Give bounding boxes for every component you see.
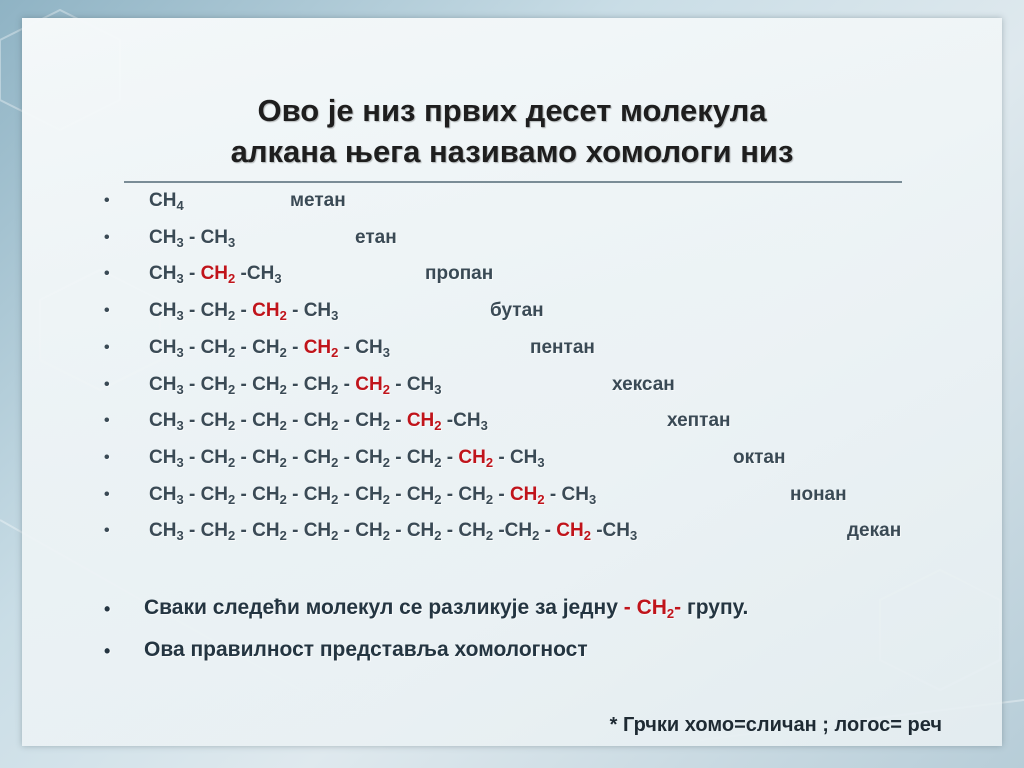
formula-subscript: 2 — [331, 454, 339, 470]
formula-subscript: 2 — [382, 381, 390, 397]
formula-subscript: 3 — [331, 308, 339, 324]
highlighted-ch2-group: $CH_2$ — [556, 520, 591, 544]
formula-segment: $CH_3$ — [149, 373, 184, 397]
formula-subscript: 3 — [630, 528, 638, 544]
bullet: • — [104, 265, 110, 283]
formula-segment: $CH_3$ — [149, 336, 184, 360]
formula-segment: - $CH_2$ — [235, 520, 287, 544]
bullet: • — [104, 192, 110, 209]
formula-segment: - $CH_2$ — [338, 446, 390, 470]
alkane-formula — [149, 410, 488, 432]
bullet: • — [104, 641, 111, 661]
formula-segment: - $CH_3$ — [286, 300, 339, 324]
formula-segment: $CH_3$ — [149, 226, 184, 250]
alkane-name: етан — [355, 226, 397, 248]
formula-segment: - — [389, 410, 407, 432]
highlighted-ch2-group: $CH_2$ — [406, 410, 442, 434]
formula-subscript: 2 — [228, 271, 236, 287]
alkane-formula — [149, 484, 596, 506]
bullet: • — [104, 522, 110, 540]
point-difference-tail: групу. — [681, 596, 749, 619]
highlighted-ch2-group: $CH_2$ — [509, 483, 545, 507]
formula-subscript: 3 — [176, 418, 184, 434]
formula-subscript: 2 — [434, 528, 442, 544]
formula-subscript: 2 — [279, 418, 287, 434]
formula-segment: - — [441, 446, 459, 468]
formula-subscript: 2 — [331, 418, 339, 434]
ch2-group-label — [624, 596, 681, 619]
formula-subscript: 2 — [382, 454, 390, 470]
formula-segment: - $CH_2$ — [286, 446, 339, 470]
formula-subscript: 3 — [480, 418, 488, 434]
ch2-group-subscript: 2 — [666, 606, 675, 621]
formula-subscript: 3 — [176, 381, 184, 397]
formula-segment: - — [493, 483, 510, 505]
alkane-formula — [149, 447, 545, 469]
title-line-1: Ово је низ првих десет молекула — [257, 93, 767, 128]
formula-subscript: 2 — [331, 344, 339, 360]
alkane-formula — [149, 520, 637, 542]
formula-segment: $CH_3$ — [149, 263, 184, 287]
formula-subscript: 3 — [382, 344, 390, 360]
bullet: • — [104, 338, 110, 356]
alkane-formula — [149, 337, 390, 359]
formula-segment: $CH_3$ — [149, 410, 184, 434]
formula-segment: - $CH_2$ — [235, 336, 287, 360]
highlighted-ch2-group: $CH_2$ — [303, 336, 339, 360]
formula-subscript: 2 — [331, 381, 339, 397]
formula-segment: $CH_4$ — [149, 190, 184, 213]
formula-segment: - $CH_3$ — [338, 336, 390, 360]
formula-subscript: 2 — [434, 491, 442, 507]
formula-segment: $-CH_3$ — [590, 520, 638, 544]
formula-subscript: 2 — [532, 528, 540, 544]
formula-segment: - — [539, 520, 557, 542]
formula-subscript: 4 — [176, 198, 184, 213]
formula-subscript: 3 — [176, 344, 184, 360]
formula-segment: - $CH_2$ — [286, 373, 339, 397]
formula-subscript: 3 — [176, 308, 184, 324]
formula-segment: - $CH_2$ — [286, 410, 339, 434]
formula-segment: - $CH_2$ — [389, 483, 442, 507]
formula-segment: - $CH_2$ — [286, 520, 339, 544]
formula-subscript: 2 — [228, 528, 236, 544]
formula-segment: - $CH_3$ — [389, 373, 442, 397]
formula-subscript: 3 — [274, 271, 282, 287]
formula-segment: $CH_3$ — [149, 520, 184, 544]
alkane-name: нонан — [790, 483, 847, 505]
formula-segment: - $CH_2$ — [183, 446, 236, 470]
formula-subscript: 3 — [176, 234, 184, 250]
formula-subscript: 2 — [279, 454, 287, 470]
bullet: • — [104, 412, 110, 430]
formula-subscript: 2 — [279, 528, 287, 544]
alkane-name: бутан — [490, 300, 544, 322]
formula-segment: - $CH_2$ — [441, 520, 494, 544]
formula-subscript: 2 — [228, 381, 236, 397]
bullet: • — [104, 375, 110, 393]
formula-segment: $CH_3$ — [149, 483, 184, 507]
formula-segment: - $CH_2$ — [183, 373, 236, 397]
formula-subscript: 2 — [583, 528, 591, 544]
formula-subscript: 2 — [434, 454, 442, 470]
point-difference-lead: Сваки следећи молекул се разликује за једну — [144, 596, 624, 619]
formula-segment: $-CH_3$ — [235, 263, 282, 287]
alkane-formula — [149, 374, 442, 396]
formula-subscript: 2 — [279, 491, 287, 507]
formula-subscript: 2 — [228, 454, 236, 470]
formula-subscript: 2 — [228, 491, 236, 507]
formula-segment: - $CH_2$ — [338, 483, 390, 507]
formula-subscript: 2 — [331, 528, 339, 544]
formula-segment: - $CH_3$ — [493, 446, 545, 470]
formula-segment: - $CH_2$ — [389, 446, 442, 470]
formula-subscript: 2 — [382, 491, 390, 507]
formula-subscript: 2 — [485, 491, 494, 507]
formula-segment: - $CH_2$ — [183, 336, 236, 360]
formula-segment: - $CH_3$ — [544, 483, 597, 507]
highlighted-ch2-group: $CH_2$ — [200, 263, 236, 287]
alkane-formula — [149, 190, 184, 212]
ch2-group-suffix: - — [674, 596, 682, 619]
formula-subscript: 2 — [382, 418, 390, 434]
formula-segment: - $CH_2$ — [286, 483, 339, 507]
formula-segment: - $CH_2$ — [338, 410, 390, 434]
footnote: * Грчки хомо=сличан ; логос= реч — [609, 714, 942, 736]
formula-subscript: 3 — [588, 491, 597, 507]
alkane-formula — [149, 300, 338, 322]
formula-segment: - $CH_3$ — [183, 226, 236, 250]
formula-segment: $-CH_3$ — [441, 410, 488, 434]
formula-segment: - $CH_2$ — [183, 483, 236, 507]
ch2-group-text: - CH — [623, 596, 667, 619]
formula-segment: - $CH_2$ — [235, 483, 287, 507]
title-line-2: алкана њега називамо хомологи низ — [230, 134, 794, 169]
alkane-name: декан — [847, 520, 902, 542]
formula-subscript: 3 — [176, 271, 184, 287]
highlighted-ch2-group: $CH_2$ — [458, 446, 494, 470]
formula-segment: - $CH_2$ — [235, 373, 287, 397]
formula-subscript: 2 — [331, 491, 339, 507]
formula-subscript: 2 — [228, 344, 236, 360]
formula-subscript: 3 — [176, 491, 184, 507]
alkane-name: пентан — [530, 336, 595, 358]
formula-segment: - $CH_2$ — [389, 520, 442, 544]
formula-segment: - $CH_2$ — [235, 410, 287, 434]
formula-subscript: 2 — [485, 528, 494, 544]
formula-subscript: 3 — [434, 381, 442, 397]
alkane-name: октан — [733, 446, 786, 468]
point-difference-text — [144, 596, 748, 620]
formula-subscript: 2 — [279, 344, 287, 360]
formula-segment: - $CH_2$ — [338, 520, 390, 544]
formula-subscript: 2 — [279, 381, 287, 397]
formula-segment: $-CH_2$ — [493, 520, 540, 544]
alkane-formula — [149, 263, 282, 285]
highlighted-ch2-group: $CH_2$ — [355, 373, 390, 397]
formula-subscript: 2 — [228, 308, 236, 324]
bullet: • — [104, 599, 111, 619]
slide-title — [0, 90, 1024, 172]
formula-subscript: 2 — [228, 418, 236, 434]
formula-segment: $CH_3$ — [149, 300, 184, 324]
title-underline — [124, 181, 902, 183]
formula-segment: - $CH_2$ — [183, 410, 236, 434]
alkane-name: хептан — [667, 410, 731, 432]
alkane-name: метан — [290, 190, 346, 211]
formula-subscript: 3 — [537, 454, 545, 470]
bullet: • — [104, 448, 110, 466]
bullet: • — [104, 228, 110, 246]
alkane-formula — [149, 227, 235, 249]
alkane-name: хексан — [612, 373, 675, 395]
formula-subscript: 2 — [485, 454, 494, 470]
bullet: • — [104, 302, 110, 320]
formula-segment: - — [338, 373, 356, 395]
formula-segment: - $CH_2$ — [235, 446, 287, 470]
formula-segment: $CH_3$ — [149, 446, 184, 470]
bullet: • — [104, 485, 110, 503]
formula-subscript: 2 — [382, 528, 390, 544]
formula-segment: - $CH_2$ — [183, 300, 236, 324]
formula-segment: - — [286, 336, 304, 358]
formula-segment: - $CH_2$ — [441, 483, 494, 507]
formula-subscript: 3 — [228, 234, 236, 250]
formula-subscript: 2 — [279, 308, 287, 324]
formula-subscript: 3 — [176, 454, 184, 470]
formula-segment: - $CH_2$ — [183, 520, 236, 544]
point-homology-text: Ова правилност представља хомологност — [144, 638, 588, 661]
formula-subscript: 3 — [176, 528, 184, 544]
highlighted-ch2-group: $CH_2$ — [252, 300, 287, 324]
formula-subscript: 2 — [434, 418, 442, 434]
alkane-name: пропан — [425, 263, 494, 285]
formula-subscript: 2 — [537, 491, 545, 507]
formula-segment: - — [235, 300, 253, 322]
formula-segment: - — [183, 263, 201, 285]
